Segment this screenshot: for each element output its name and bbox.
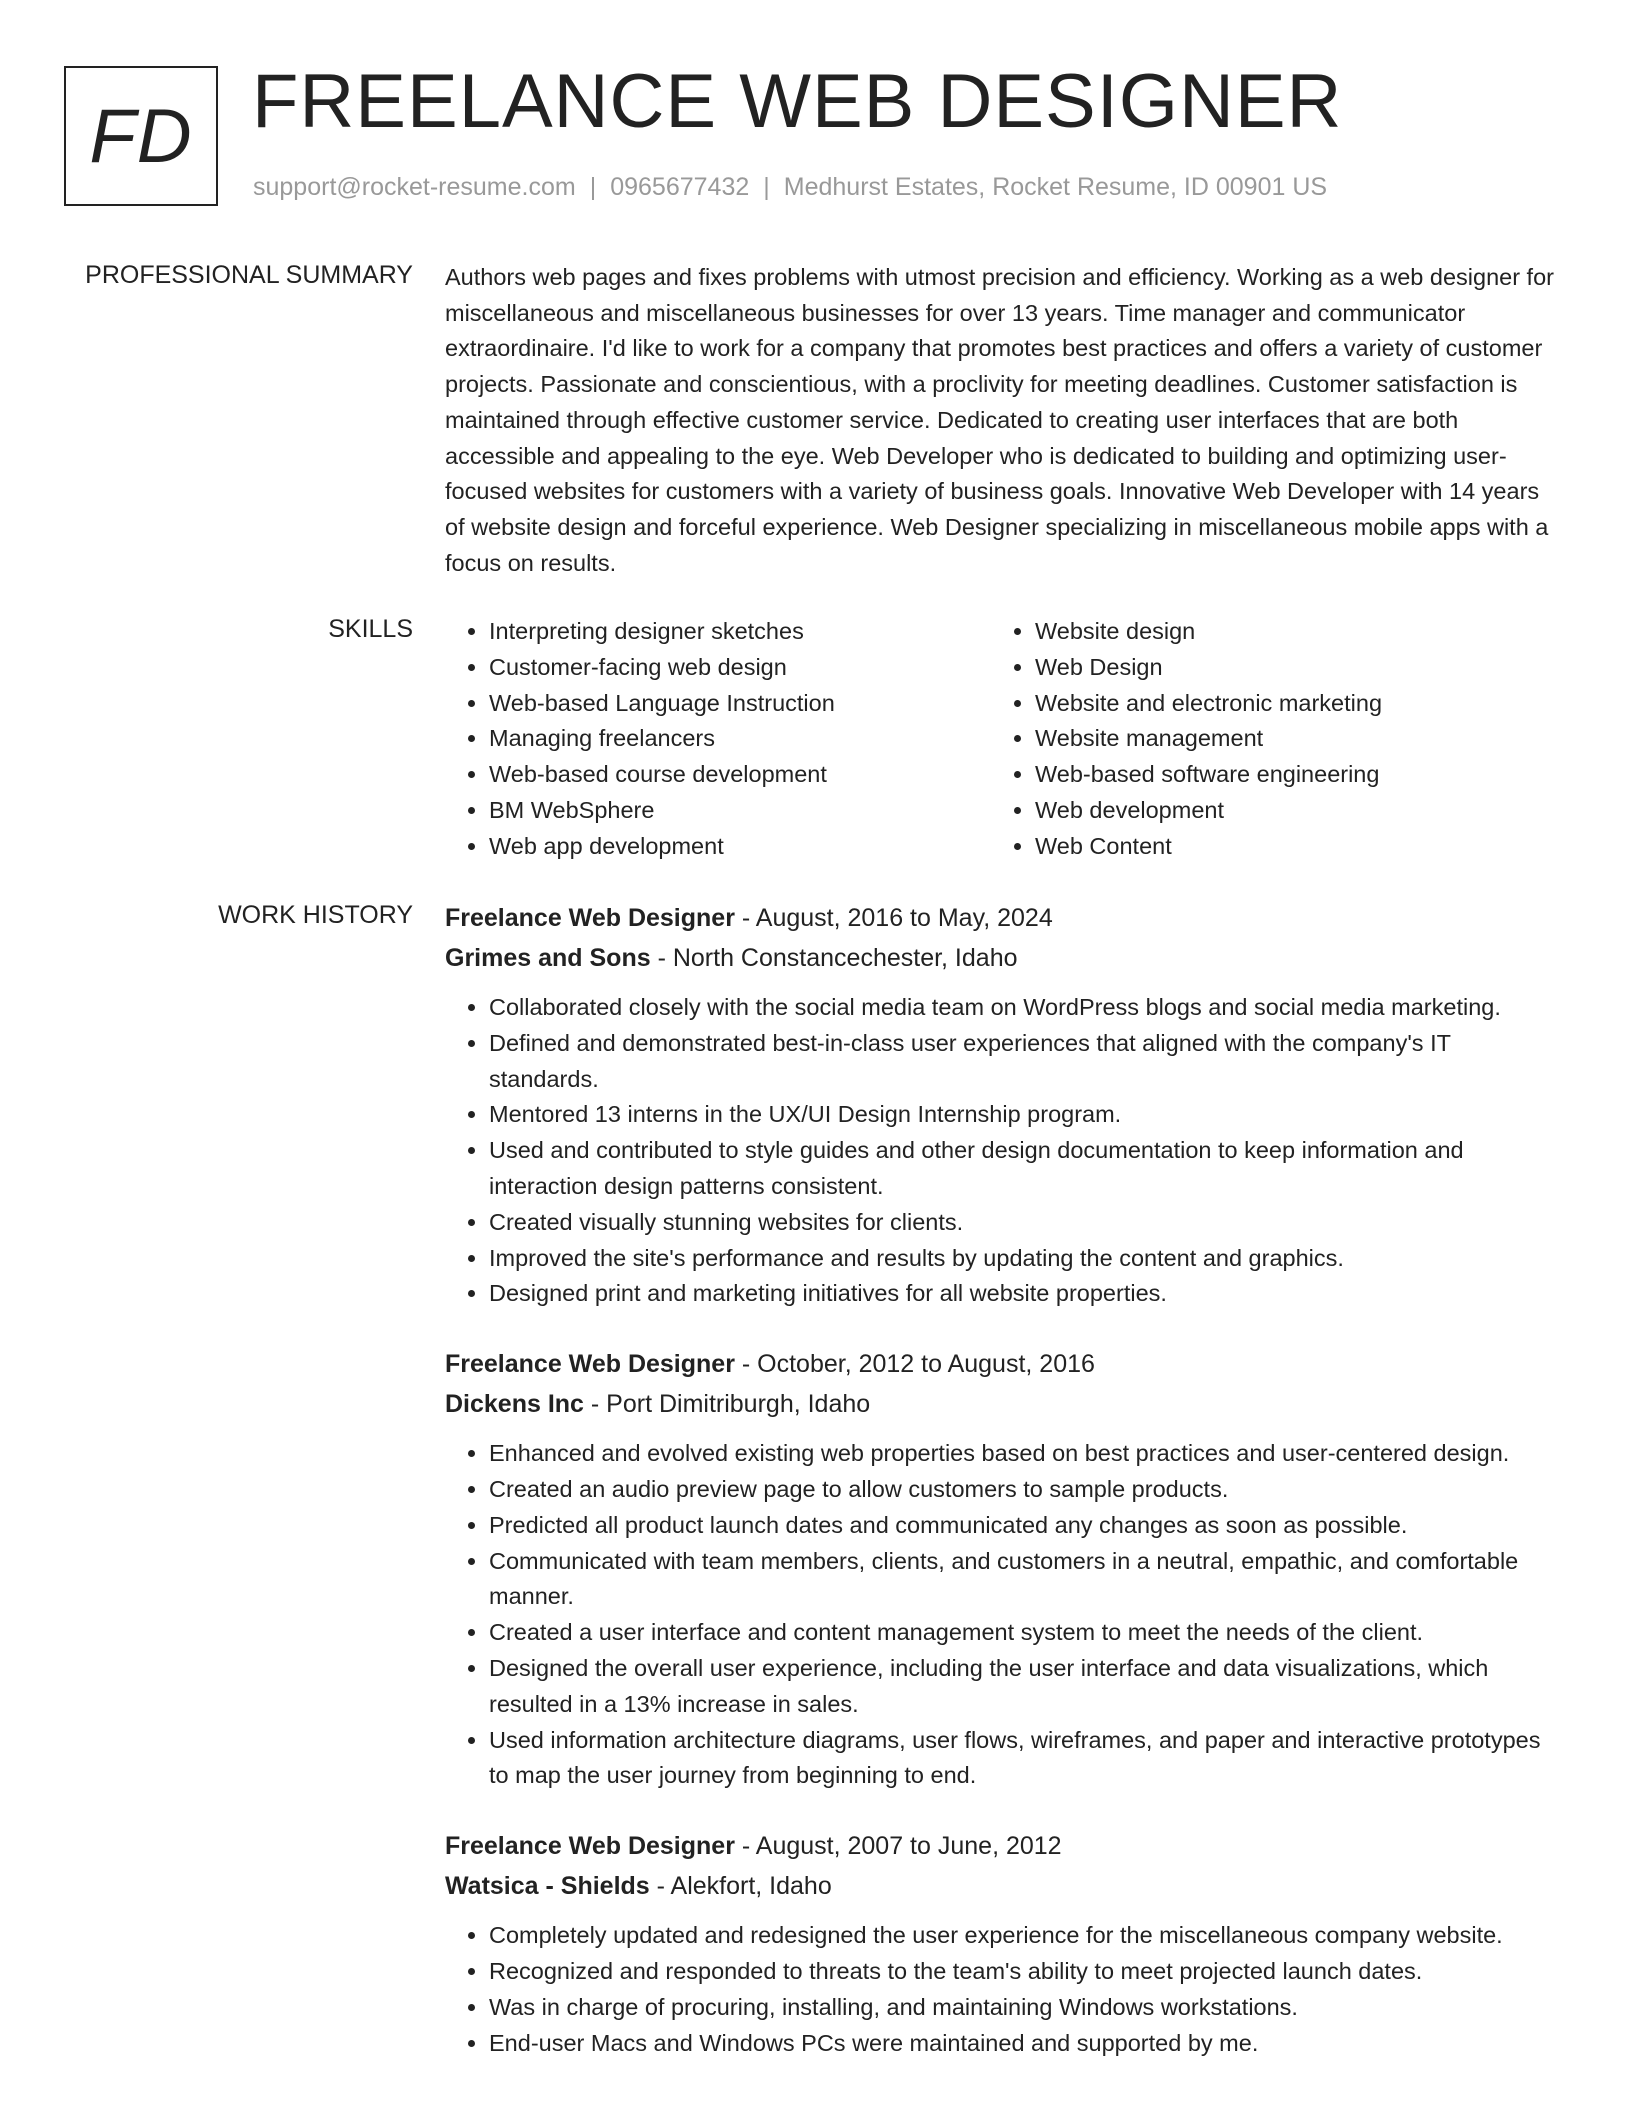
job-bullet: • Created visually stunning websites for clients.	[489, 1205, 1565, 1241]
job-bullet: • Predicted all product launch dates and communicated any changes as soon as possible.	[489, 1508, 1565, 1544]
skill-item: • Web development	[1035, 793, 1537, 829]
summary-text: Authors web pages and fixes problems with utmost precision and efficiency. Working as a web designer for miscellaneous and miscellaneous businesses for over 13 years. Time manager and communicator extraordinaire. I'd like to work for a company that promotes best practices and offers a variety of customer projects. Passionate and conscientious, with a proclivity for meeting deadlines. Customer satisfaction is maintained through effective customer service. Dedicated to creating user interfaces that are both accessible and appealing to the eye. Web Developer who is dedicated to building and optimizing user-focused websites for customers with a variety of business goals. Innovative Web Developer with 14 years of website design and forceful experience. Web Designer specializing in miscellaneous mobile apps with a focus on results.	[445, 264, 1554, 576]
job-bullet: • Designed print and marketing initiatives for all website properties.	[489, 1276, 1565, 1312]
job-title-line	[445, 1826, 1565, 1866]
job-bullet: • Created an audio preview page to allow customers to sample products.	[489, 1472, 1565, 1508]
skill-item: • Web Content	[1035, 829, 1537, 865]
skills-list-right	[991, 614, 1537, 865]
skills-body	[445, 614, 1565, 865]
summary-body	[445, 260, 1565, 581]
job-location: - North Constancechester, Idaho	[650, 944, 1018, 972]
job-dates: - August, 2007 to June, 2012	[734, 1832, 1062, 1861]
job-bullet: • Used information architecture diagrams, user flows, wireframes, and paper and interactive prototypes to map the user journey from beginning to end.	[489, 1723, 1565, 1795]
skill-item: • Interpreting designer sketches	[489, 614, 991, 650]
job-company: Watsica - Shields	[445, 1872, 650, 1901]
skill-item: • Web app development	[489, 829, 991, 865]
contact-phone: 0965677432	[610, 173, 750, 201]
resume-title: FREELANCE WEB DESIGNER	[252, 59, 1343, 144]
job-entry	[445, 1826, 1565, 2061]
job-company: Dickens Inc	[445, 1390, 584, 1419]
contact-separator: |	[763, 173, 770, 201]
contact-separator: |	[589, 173, 597, 201]
summary-heading: PROFESSIONAL SUMMARY	[85, 261, 413, 289]
skill-item: • Customer-facing web design	[489, 650, 991, 686]
skill-item: • Website and electronic marketing	[1035, 686, 1537, 722]
skill-item: • BM WebSphere	[489, 793, 991, 829]
job-bullet: • End-user Macs and Windows PCs were maintained and supported by me.	[489, 2026, 1565, 2062]
skill-item: • Website management	[1035, 721, 1537, 757]
job-bullet: • Was in charge of procuring, installing, and maintaining Windows workstations.	[489, 1990, 1565, 2026]
contact-line	[253, 173, 1327, 202]
work-history-heading: WORK HISTORY	[218, 901, 413, 929]
skills-heading: SKILLS	[328, 615, 413, 643]
job-bullet: • Designed the overall user experience, including the user interface and data visualizations, which resulted in a 13% increase in sales.	[489, 1651, 1565, 1723]
job-bullet: • Mentored 13 interns in the UX/UI Design Internship program.	[489, 1097, 1565, 1133]
job-bullet: • Completely updated and redesigned the user experience for the miscellaneous company website.	[489, 1918, 1565, 1954]
job-entry	[445, 1344, 1565, 1794]
contact-address: Medhurst Estates, Rocket Resume, ID 00901 US	[783, 173, 1328, 201]
skill-item: • Website design	[1035, 614, 1537, 650]
contact-email: support@rocket-resume.com	[253, 173, 576, 201]
skill-item: • Web-based course development	[489, 757, 991, 793]
job-dates: - October, 2012 to August, 2016	[734, 1350, 1095, 1379]
job-title: Freelance Web Designer	[445, 904, 735, 932]
job-company-line	[445, 1866, 1565, 1906]
job-company: Grimes and Sons	[445, 944, 651, 972]
job-location: - Alekfort, Idaho	[649, 1872, 832, 1901]
job-entry	[445, 898, 1565, 1312]
job-title-line	[445, 898, 1565, 938]
job-location: - Port Dimitriburgh, Idaho	[583, 1390, 871, 1419]
job-bullet: • Recognized and responded to threats to the team's ability to meet projected launch dates.	[489, 1954, 1565, 1990]
skill-item: • Web-based software engineering	[1035, 757, 1537, 793]
job-bullet: • Used and contributed to style guides and other design documentation to keep information and interaction design patterns consistent.	[489, 1133, 1565, 1205]
job-bullet: • Communicated with team members, clients, and customers in a neutral, empathic, and comfortable manner.	[489, 1544, 1565, 1616]
skill-item: • Managing freelancers	[489, 721, 991, 757]
job-bullet: • Enhanced and evolved existing web properties based on best practices and user-centered design.	[489, 1436, 1565, 1472]
skill-item: • Web Design	[1035, 650, 1537, 686]
work-history-body	[445, 898, 1565, 2093]
job-bullet: • Improved the site's performance and results by updating the content and graphics.	[489, 1241, 1565, 1277]
job-title: Freelance Web Designer	[445, 1350, 735, 1379]
skills-list-left	[445, 614, 991, 865]
job-bullet: • Defined and demonstrated best-in-class user experiences that aligned with the company's IT standards.	[489, 1026, 1565, 1098]
job-bullet: • Collaborated closely with the social media team on WordPress blogs and social media marketing.	[489, 990, 1565, 1026]
job-dates: - August, 2016 to May, 2024	[734, 904, 1053, 932]
monogram-logo: FD	[64, 66, 218, 206]
job-bullet-list	[445, 1436, 1565, 1794]
job-bullet-list	[445, 990, 1565, 1312]
job-title: Freelance Web Designer	[445, 1832, 735, 1861]
job-bullet-list	[445, 1918, 1565, 2061]
job-title-line	[445, 1344, 1565, 1384]
job-company-line	[445, 1384, 1565, 1424]
job-bullet: • Created a user interface and content management system to meet the needs of the client.	[489, 1615, 1565, 1651]
skill-item: • Web-based Language Instruction	[489, 686, 991, 722]
job-company-line	[445, 938, 1565, 978]
